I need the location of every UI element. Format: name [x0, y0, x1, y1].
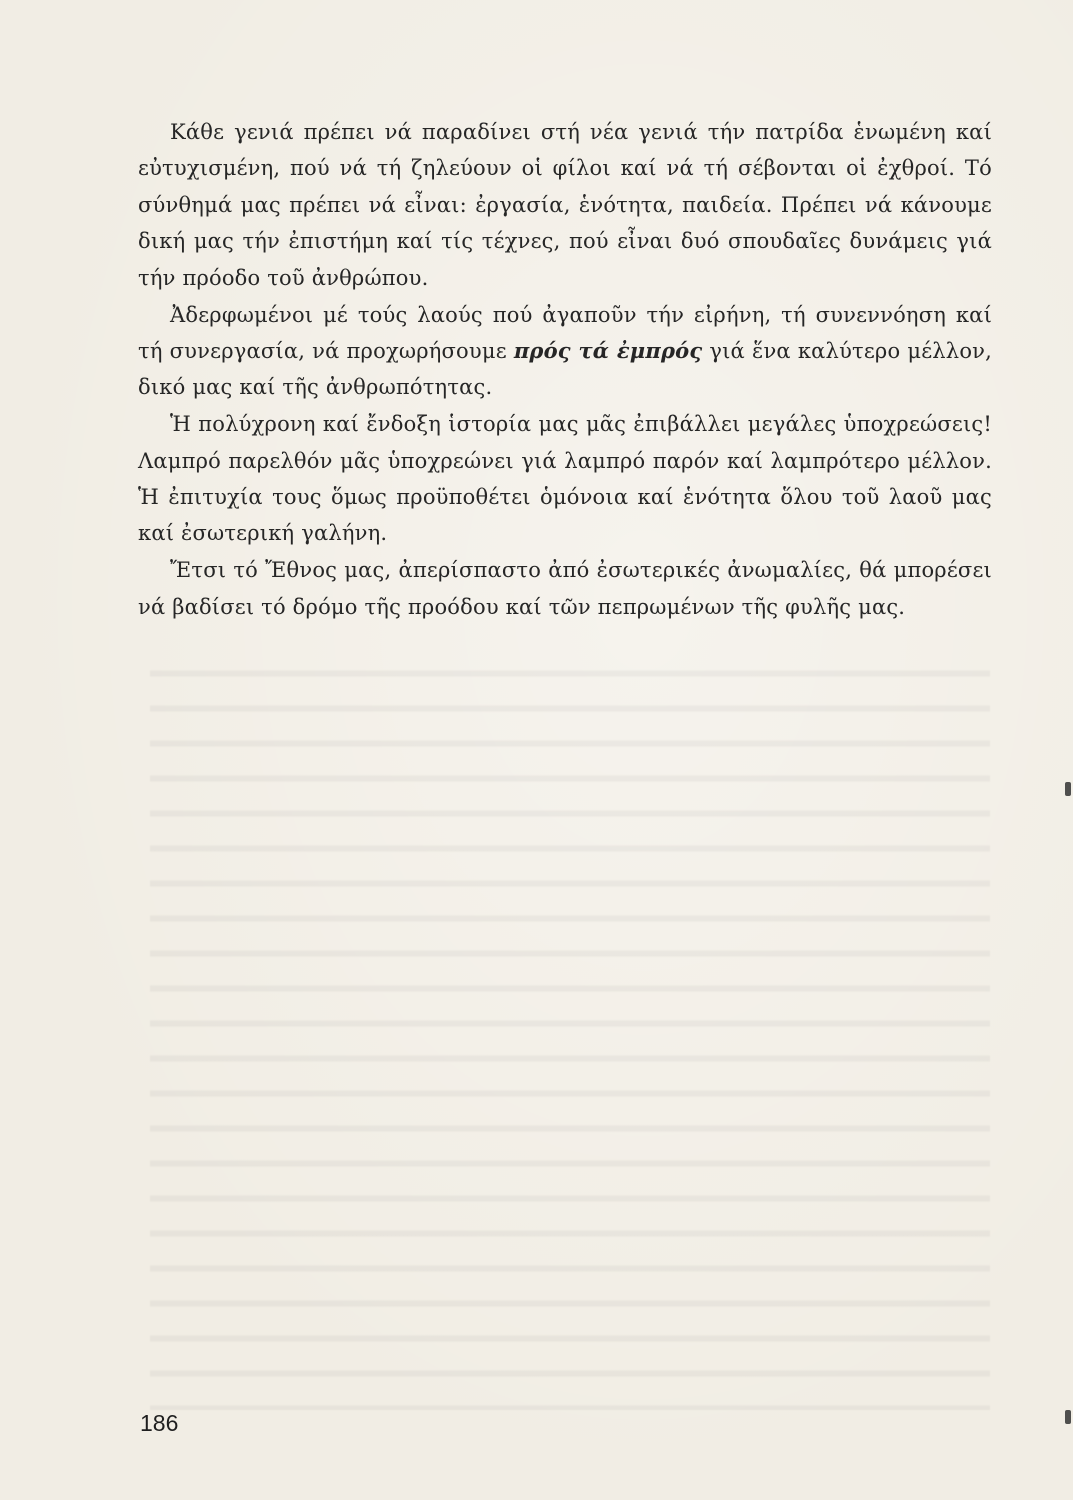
paragraph-2-end: γιά ἕνα καλύτερο μέλλον, δικό μας καί τῆς ἀνθρωπότητας. [138, 338, 993, 400]
paragraph-2-emphasis: πρός τά ἐμπρός [513, 337, 703, 363]
reverse-side-show-through [150, 650, 990, 1410]
binding-mark-bottom [1065, 1410, 1071, 1424]
paragraph-3: Ἡ πολύχρονη καί ἔνδοξη ἱστορία μας μᾶς ἐπιβάλλει μεγάλες ὑποχρεώσεις! Λαμπρό παρελθόν μᾶς ὑποχρεώνει γιά λαμπρό παρόν καί λαμπρότερο μέλλον. Ἡ ἐπιτυχία τους ὅμως προϋποθέτει ὁμόνοια καί ἑνότητα ὅλου τοῦ λαοῦ μας καί ἐσωτερική γαλήνη. [138, 412, 992, 546]
paragraph-4: Ἔτσι τό Ἔθνος μας, ἀπερίσπαστο ἀπό ἐσωτερικές ἀνωμαλίες, θά μπορέσει νά βαδίσει τό δρόμο τῆς προόδου καί τῶν πεπρωμένων τῆς φυλῆς μας. [138, 558, 992, 619]
binding-mark-top [1065, 782, 1071, 796]
paragraph-2 [138, 297, 992, 406]
body-text [138, 114, 992, 626]
paragraph-2-start: Ἀδερφωμένοι μέ τούς λαούς πού ἀγαποῦν τήν εἰρήνη, τή συνεννόηση καί τή συνεργασία, νά προχωρήσουμε [138, 302, 992, 363]
page-number: 186 [140, 1410, 179, 1436]
paragraph-1: Κάθε γενιά πρέπει νά παραδίνει στή νέα γενιά τήν πατρίδα ἑνωμένη καί εὐτυχισμένη, πού νά τή ζηλεύουν οἱ φίλοι καί νά τή σέβονται οἱ ἐχθροί. Τό σύνθημά μας πρέπει νά εἶναι: ἐργασία, ἑνότητα, παιδεία. Πρέπει νά κάνουμε δική μας τήν ἐπιστήμη καί τίς τέχνες, πού εἶναι δυό σπουδαῖες δυνάμεις γιά τήν πρόοδο τοῦ ἀνθρώπου. [138, 120, 992, 290]
